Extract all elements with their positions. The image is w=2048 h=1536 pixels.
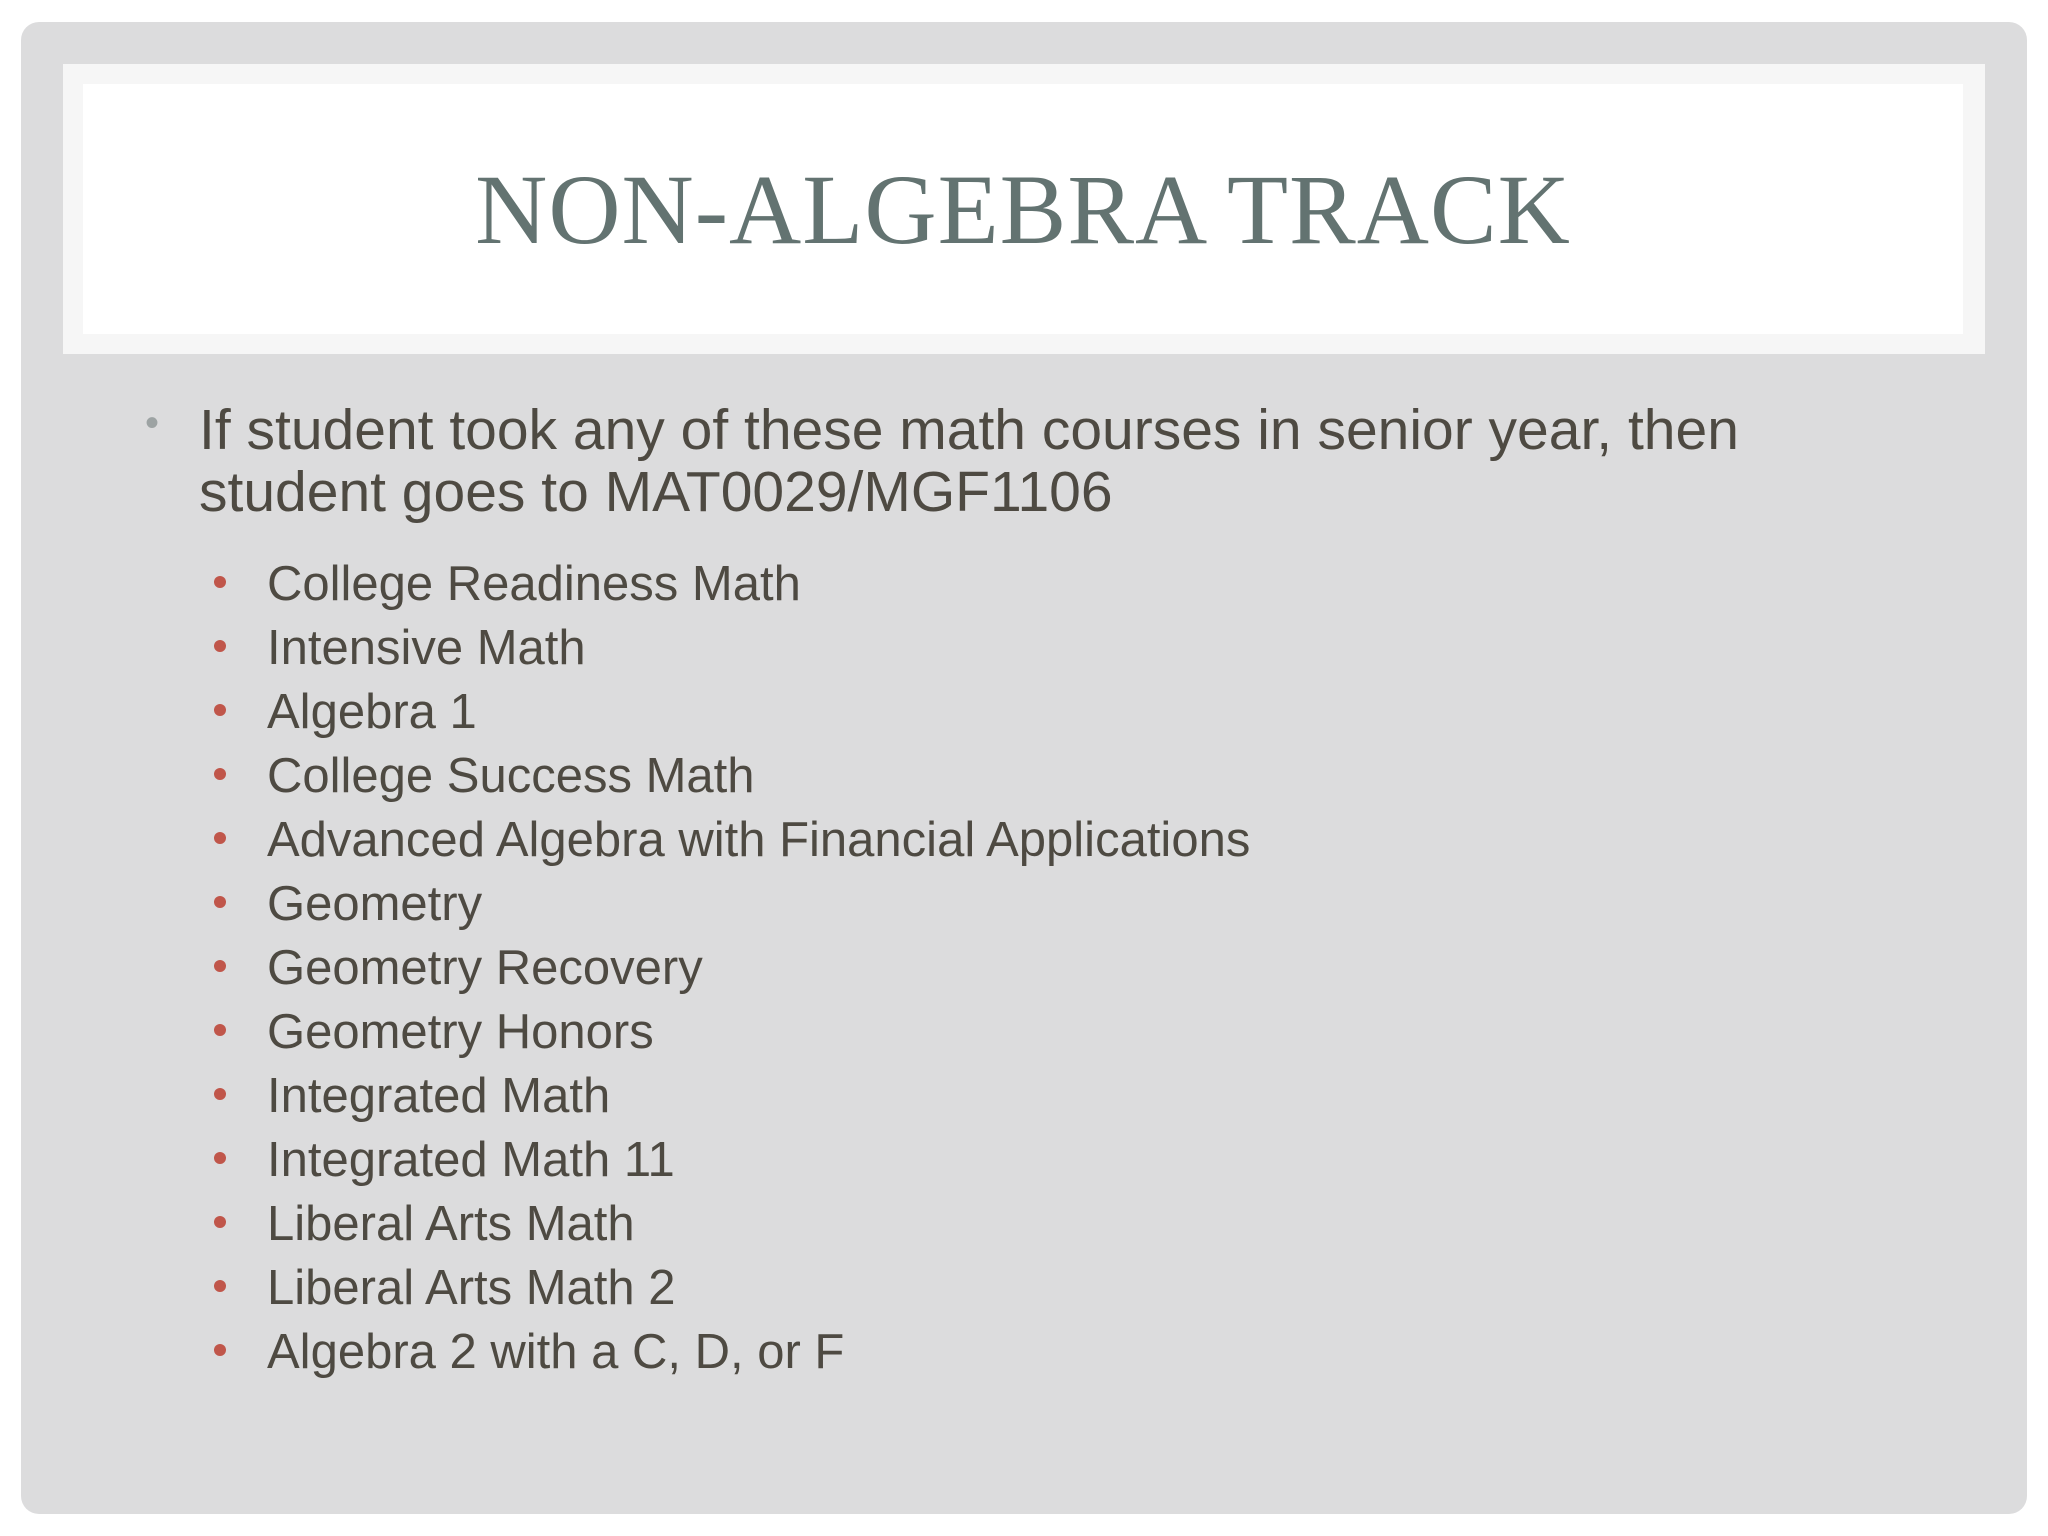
bullet-dot-icon <box>214 576 226 588</box>
course-name: Integrated Math 11 <box>267 1133 675 1187</box>
main-bullet-text <box>199 399 1899 523</box>
bullet-dot-icon <box>214 896 226 908</box>
course-name: Geometry Honors <box>267 1005 654 1059</box>
bullet-dot-icon <box>214 1280 226 1292</box>
bullet-dot-icon <box>214 640 226 652</box>
bullet-dot-icon <box>214 1088 226 1100</box>
slide-content <box>21 22 2027 1514</box>
list-item <box>21 1194 1521 1254</box>
list-item <box>21 1066 1521 1126</box>
bullet-dot-icon <box>214 1216 226 1228</box>
bullet-dot-icon <box>214 1024 226 1036</box>
list-item <box>21 554 1521 614</box>
list-item <box>21 938 1521 998</box>
bullet-dot-icon <box>214 1344 226 1356</box>
bullet-dot-icon <box>214 768 226 780</box>
bullet-dot-icon <box>214 832 226 844</box>
course-name: Algebra 2 with a C, D, or F <box>267 1325 845 1379</box>
bullet-dot-icon <box>214 1152 226 1164</box>
main-bullet-line-2: student goes to MAT0029/MGF1106 <box>199 460 1113 524</box>
slide-title: NON-ALGEBRA TRACK <box>475 153 1571 265</box>
course-name: Geometry <box>267 877 483 931</box>
list-item <box>21 810 1521 870</box>
list-item <box>21 1322 1521 1382</box>
list-item <box>21 1258 1521 1318</box>
bullet-dot-icon <box>214 960 226 972</box>
list-item <box>21 874 1521 934</box>
course-name: Integrated Math <box>267 1069 611 1123</box>
list-item <box>21 1130 1521 1190</box>
course-name: Advanced Algebra with Financial Applications <box>267 813 1251 867</box>
slide <box>21 22 2027 1514</box>
course-name: Geometry Recovery <box>267 941 703 995</box>
primary-bullet-icon: • <box>145 401 160 445</box>
list-item <box>21 1002 1521 1062</box>
course-name: Liberal Arts Math 2 <box>267 1261 676 1315</box>
course-name: College Success Math <box>267 749 755 803</box>
course-name: College Readiness Math <box>267 557 801 611</box>
course-name: Liberal Arts Math <box>267 1197 635 1251</box>
list-item <box>21 746 1521 806</box>
course-name: Intensive Math <box>267 621 586 675</box>
main-bullet-line-1: If student took any of these math courses in senior year, then <box>199 398 1739 462</box>
course-name: Algebra 1 <box>267 685 477 739</box>
list-item <box>21 682 1521 742</box>
bullet-dot-icon <box>214 704 226 716</box>
list-item <box>21 618 1521 678</box>
